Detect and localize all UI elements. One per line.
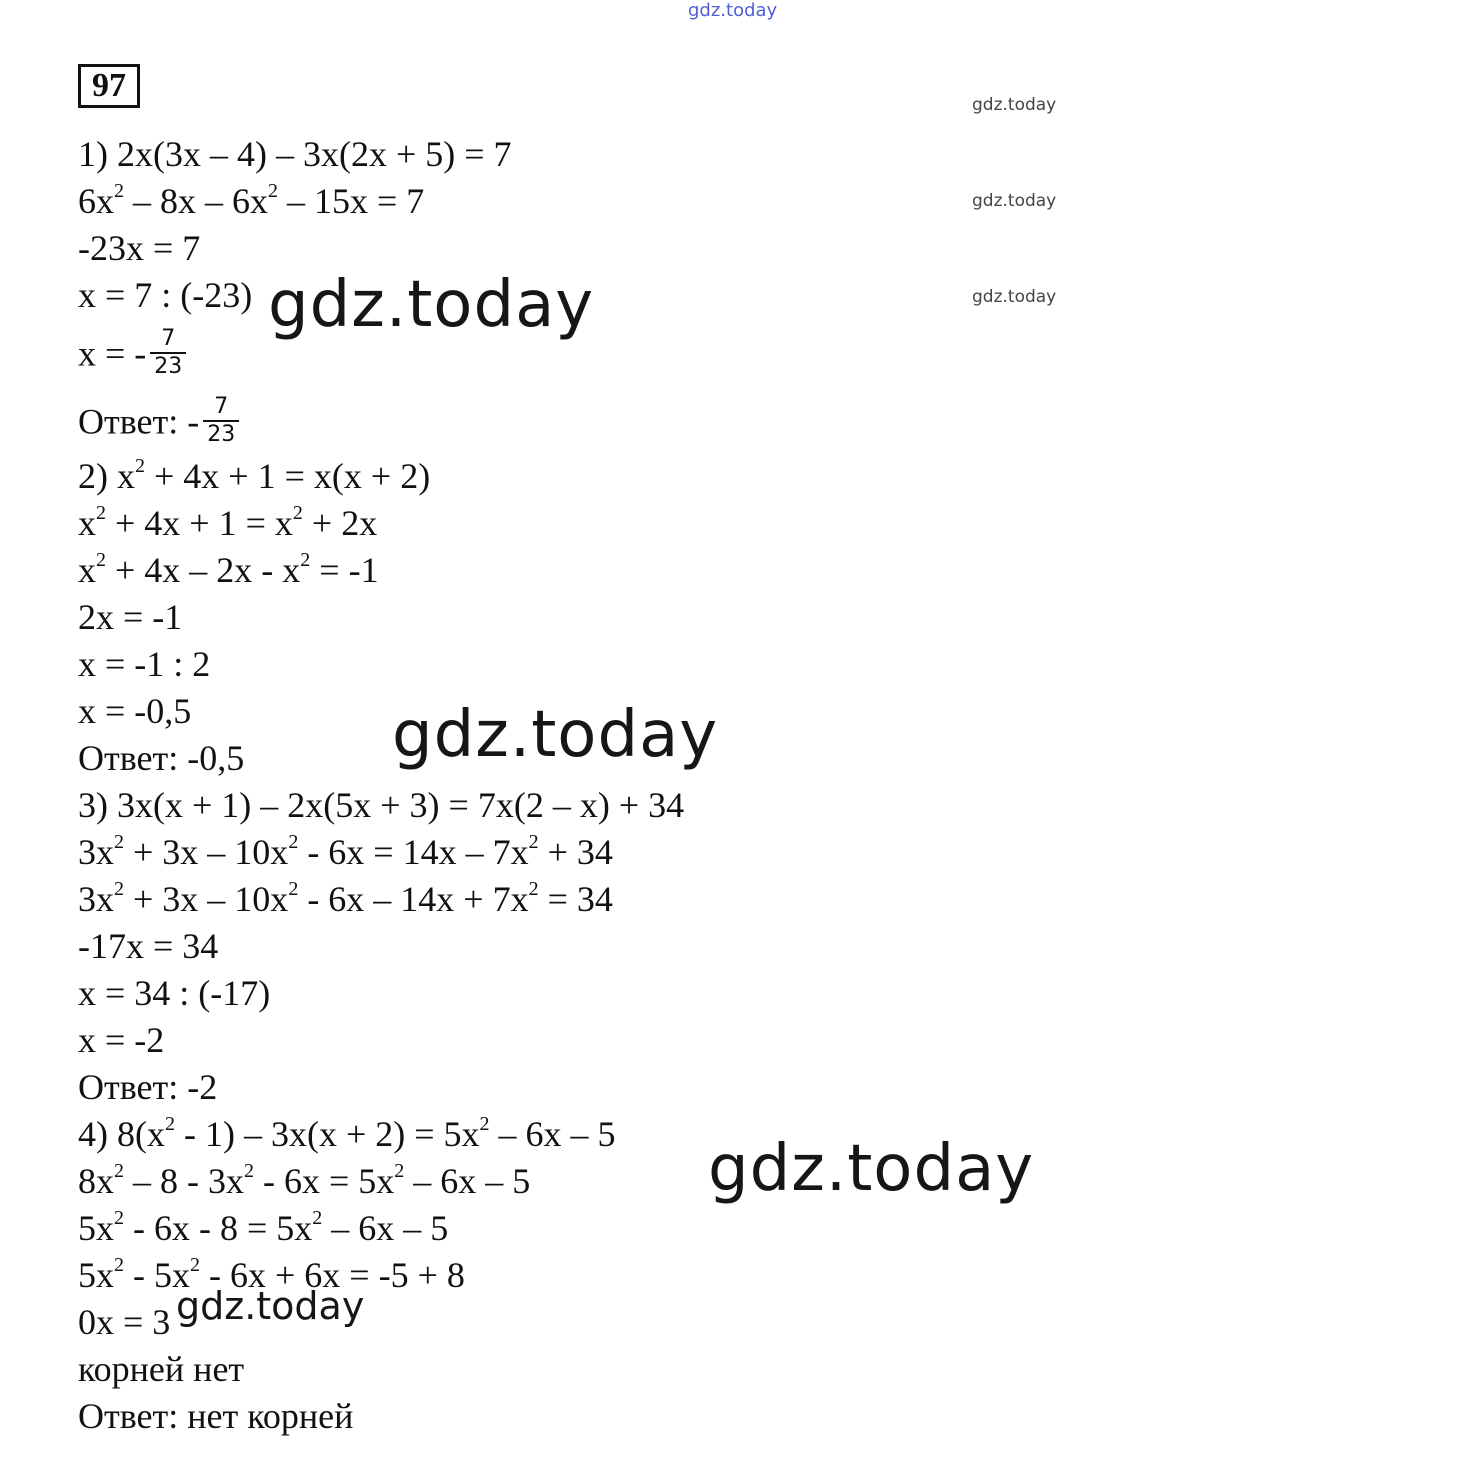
equation-line: -17x = 34 [78, 926, 219, 966]
equation-line: $5x^2 - 6x - 8 = 5x^2 - 6x - 5$ [78, 1207, 449, 1248]
equation-line: -23x = 7 [78, 228, 201, 268]
equation-line: 3) 3x(x + 1) – 2x(5x + 3) = 7x(2 – x) + 34 [78, 785, 685, 825]
equation-line: 2) $x^2 + 4x + 1 = x(x + 2)$ [78, 455, 431, 496]
answer-line: Ответ: -0,5 [78, 738, 245, 778]
watermark-medium: gdz.today [176, 1284, 365, 1328]
watermark-top: gdz.today [688, 0, 778, 21]
equation-line: x = 7 : (-23) [78, 275, 253, 315]
equation-line: x = -0,5 [78, 691, 192, 731]
equation-line: $5x^2 - 5x^2 - 6x + 6x = -5 + 8$ [78, 1254, 465, 1295]
equation-line: $6x^2 - 8x - 6x^2 - 15x = 7$ [78, 180, 425, 221]
equation-line: 4) $8(x^2 - 1) - 3x(x + 2) = 5x^2 - 6x - 5$ [78, 1113, 616, 1154]
equation-line: x = -2 [78, 1020, 165, 1060]
equation-line: $x^2 + 4x - 2x - x^2 = -1$ [78, 549, 379, 590]
equation-line: $x^2 + 4x + 1 = x^2 + 2x$ [78, 502, 378, 543]
answer-line: Ответ: нет корней [78, 1396, 354, 1436]
equation-line: x = -1 : 2 [78, 644, 211, 684]
answer-line: Ответ: - $\frac{7}{23}$ [78, 398, 239, 452]
equation-line: $3x^2 + 3x - 10x^2 - 6x = 14x - 7x^2 + 34$ [78, 831, 613, 872]
equation-line: $8x^2 - 8 - 3x^2 - 6x = 5x^2 - 6x - 5$ [78, 1160, 531, 1201]
watermark-large: gdz.today [268, 268, 595, 342]
task-number: 97 [78, 64, 140, 108]
fraction: $\frac{7}{23}$ [203, 394, 239, 448]
equation-line: 1) 2x(3x – 4) – 3x(2x + 5) = 7 [78, 134, 512, 174]
equation-line: x = - $\frac{7}{23}$ [78, 330, 186, 384]
watermark-small: gdz.today [972, 95, 1057, 115]
answer-line: Ответ: -2 [78, 1067, 218, 1107]
watermark-large: gdz.today [708, 1132, 1035, 1206]
equation-line: $3x^2 + 3x - 10x^2 - 6x - 14x + 7x^2 = 34$ [78, 878, 613, 919]
watermark-small: gdz.today [972, 191, 1057, 211]
fraction: $\frac{7}{23}$ [150, 326, 186, 380]
equation-line: 2x = -1 [78, 597, 183, 637]
equation-line: 0x = 3 [78, 1302, 171, 1342]
equation-line: x = 34 : (-17) [78, 973, 271, 1013]
watermark-large: gdz.today [392, 698, 719, 772]
watermark-small: gdz.today [972, 287, 1057, 307]
equation-line: корней нет [78, 1349, 245, 1389]
